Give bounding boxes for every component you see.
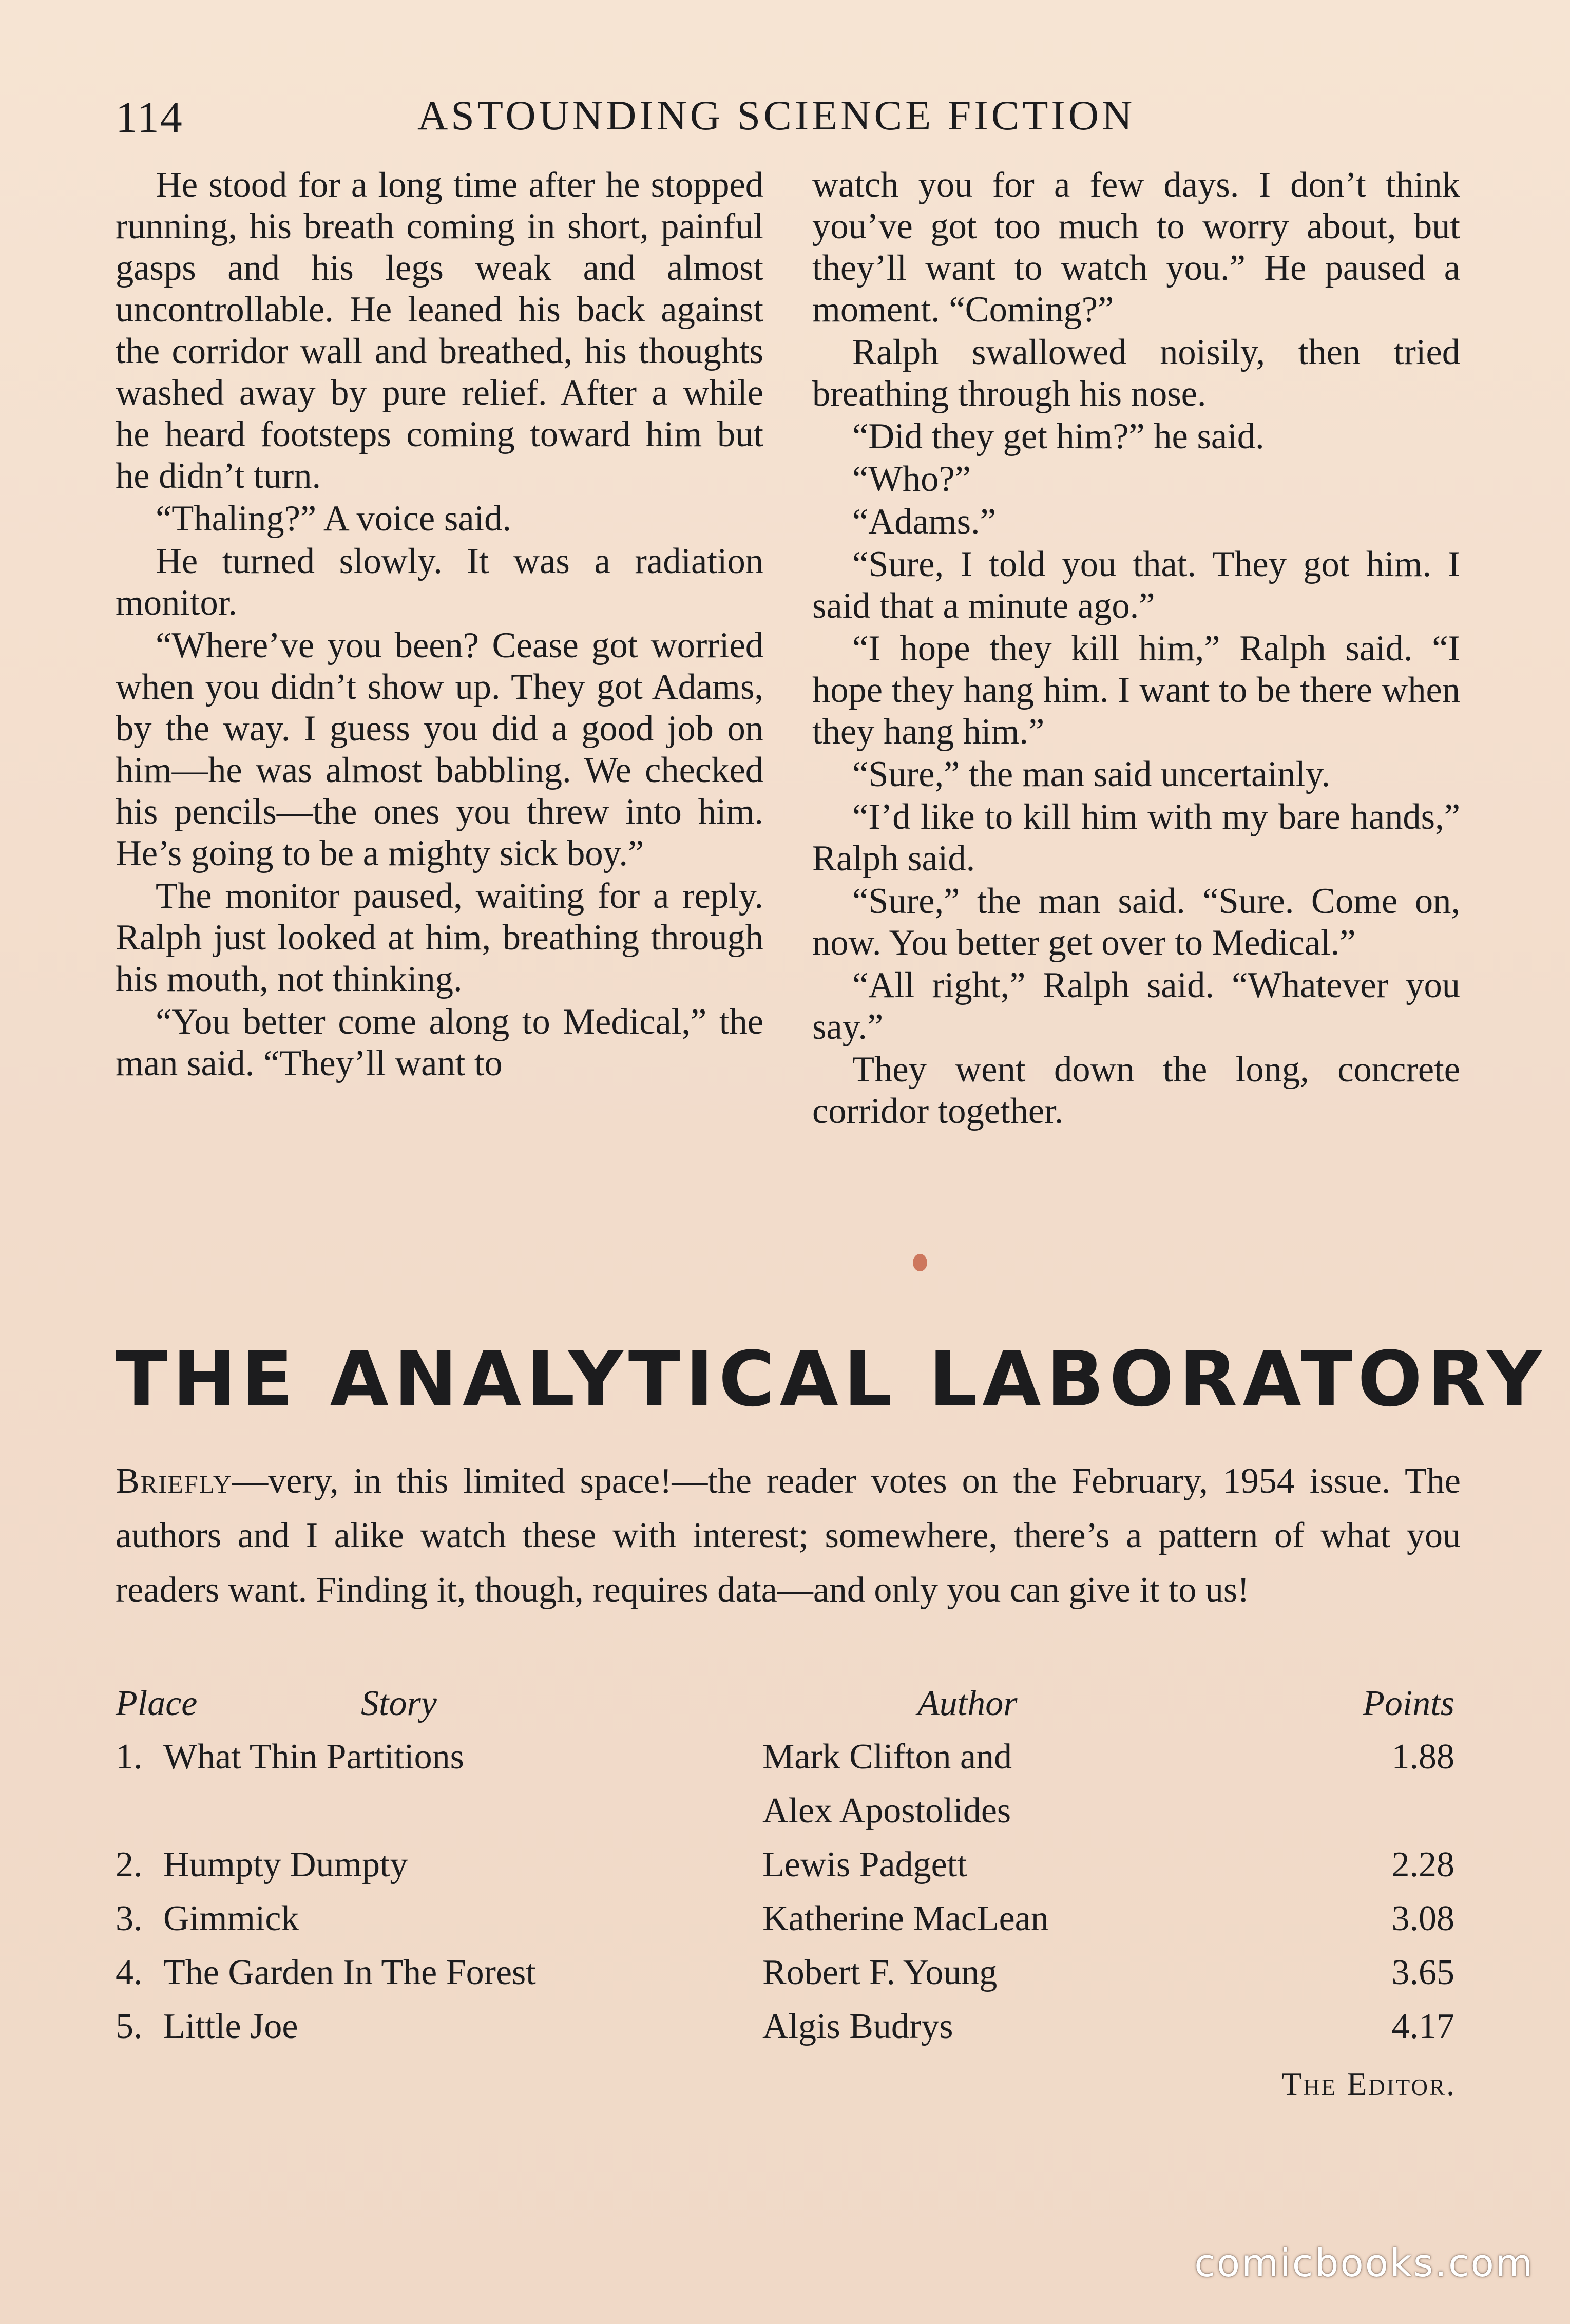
paragraph: Ralph swallowed noisily, then tried breathing through his nose. — [812, 332, 1460, 414]
row-place: 2. — [116, 1845, 143, 1884]
row-author-continued: Alex Apostolides — [762, 1791, 1011, 1831]
paragraph: He turned slowly. It was a radiation monitor. — [116, 541, 763, 623]
lab-intro — [116, 1454, 1461, 1617]
paragraph: watch you for a few days. I don’t think you’ve got too much to worry about, but they’ll want to watch you.” He paused a moment. “Coming?” — [812, 165, 1460, 330]
row-story: Humpty Dumpty — [163, 1845, 408, 1884]
intro-lead: Briefly — [116, 1461, 233, 1501]
paragraph: “Thaling?” A voice said. — [156, 499, 512, 539]
row-story: What Thin Partitions — [163, 1737, 464, 1777]
results-table — [116, 1683, 1461, 2060]
row-author: Mark Clifton and — [762, 1737, 1012, 1777]
paragraph: He stood for a long time after he stopped running, his breath coming in short, painful gasps and his legs weak and almost uncontrollable. He leaned his back against the corridor wall and breathed, his thoughts washed away by pure relief. After a while he heard footsteps coming toward him but he didn’t turn. — [116, 165, 763, 496]
row-points: 1.88 — [1391, 1737, 1454, 1777]
row-author: Katherine MacLean — [762, 1899, 1049, 1938]
table-row — [116, 1844, 1461, 1898]
row-place: 3. — [116, 1899, 143, 1938]
row-place: 1. — [116, 1737, 143, 1777]
paragraph: “Sure,” the man said uncertainly. — [852, 754, 1331, 794]
table-row — [116, 1737, 1461, 1790]
paragraph: “You better come along to Medical,” the man said. “They’ll want to — [116, 1002, 763, 1083]
story-column-right — [812, 164, 1460, 1133]
running-head — [116, 91, 1461, 143]
table-row — [116, 2006, 1461, 2060]
table-row — [116, 1898, 1461, 1952]
paragraph: “Adams.” — [852, 502, 996, 542]
row-author: Robert F. Young — [762, 1953, 998, 1992]
paragraph: “I’d like to kill him with my bare hands,” Ralph said. — [812, 797, 1460, 879]
ink-spot — [913, 1254, 927, 1271]
row-story: Gimmick — [163, 1899, 299, 1938]
magazine-title: ASTOUNDING SCIENCE FICTION — [417, 92, 1136, 139]
row-story: The Garden In The Forest — [163, 1953, 536, 1992]
page-number: 114 — [116, 92, 183, 142]
row-points: 4.17 — [1391, 2007, 1454, 2046]
row-points: 3.08 — [1391, 1899, 1454, 1938]
watermark: comicbooks.com — [1194, 2241, 1534, 2285]
header-place: Place — [116, 1684, 198, 1723]
paragraph: The monitor paused, waiting for a reply. Ralph just looked at him, breathing through his mouth, not thinking. — [116, 876, 763, 999]
table-row-continuation — [116, 1790, 1461, 1844]
table-row — [116, 1952, 1461, 2006]
row-author: Lewis Padgett — [762, 1845, 967, 1884]
row-place: 5. — [116, 2007, 143, 2046]
header-points: Points — [1363, 1684, 1454, 1723]
table-header — [116, 1683, 1461, 1737]
paragraph: “Where’ve you been? Cease got worried when you didn’t show up. They got Adams, by the way. I guess you did a good job on him—he was almost babbling. We checked his pencils—the ones you threw into him. He’s going to be a mighty sick boy.” — [116, 625, 763, 873]
paragraph: “Sure,” the man said. “Sure. Come on, now. You better get over to Medical.” — [812, 881, 1460, 963]
paragraph: “Who?” — [852, 459, 971, 499]
paragraph: “Sure, I told you that. They got him. I said that a minute ago.” — [812, 544, 1460, 626]
row-author: Algis Budrys — [762, 2007, 953, 2046]
paragraph: “I hope they kill him,” Ralph said. “I hope they hang him. I want to be there when they hang him.” — [812, 628, 1460, 752]
row-points: 3.65 — [1391, 1953, 1454, 1992]
header-author: Author — [917, 1684, 1018, 1723]
section-title: THE ANALYTICAL LABORATORY — [116, 1335, 1547, 1423]
row-story: Little Joe — [163, 2007, 298, 2046]
intro-text: —very, in this limited space!—the reader votes on the February, 1954 issue. The authors and I alike watch these with interest; somewhere, there’s a pattern of what you readers want. Finding it, though, requires data—and only you can give it to us! — [116, 1461, 1461, 1610]
header-story: Story — [361, 1684, 437, 1723]
row-points: 2.28 — [1391, 1845, 1454, 1884]
paragraph: “All right,” Ralph said. “Whatever you say.” — [812, 965, 1460, 1047]
story-column-left — [116, 164, 763, 1085]
editor-signature: The Editor. — [1281, 2066, 1456, 2102]
paragraph: They went down the long, concrete corridor together. — [812, 1050, 1460, 1131]
row-place: 4. — [116, 1953, 143, 1992]
paragraph: “Did they get him?” he said. — [852, 416, 1265, 456]
